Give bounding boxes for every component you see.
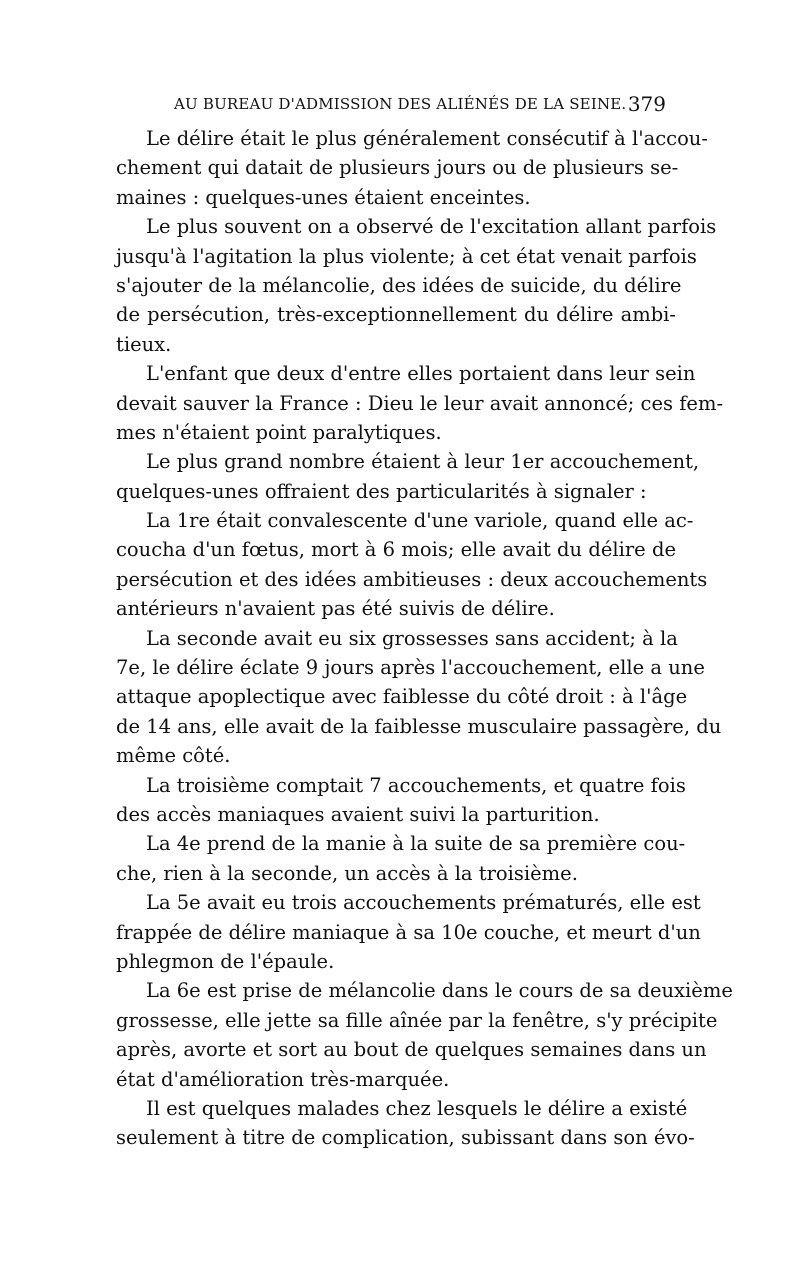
text-line: La 6e est prise de mélancolie dans le cours de sa deuxième	[146, 979, 733, 1003]
text-line: La 4e prend de la manie à la suite de sa première cou-	[146, 832, 686, 856]
page-number: 379	[627, 92, 666, 116]
running-head	[174, 92, 666, 118]
text-line: La 1re était convalescente d'une variole, quand elle ac-	[146, 509, 694, 533]
text-line: mes n'étaient point paralytiques.	[116, 420, 442, 444]
text-line: de 14 ans, elle avait de la faiblesse musculaire passagère, du	[116, 714, 722, 738]
text-line: chement qui datait de plusieurs jours ou de plusieurs se-	[116, 156, 679, 180]
text-line: che, rien à la seconde, un accès à la troisième.	[116, 861, 578, 885]
text-line: L'enfant que deux d'entre elles portaient dans leur sein	[146, 362, 696, 386]
text-line: phlegmon de l'épaule.	[116, 949, 335, 973]
text-line: état d'amélioration très-marquée.	[116, 1067, 450, 1091]
text-line: même côté.	[116, 744, 231, 768]
text-line: La seconde avait eu six grossesses sans accident; à la	[146, 626, 678, 650]
body-text	[116, 124, 733, 1153]
text-line: Le plus souvent on a observé de l'excitation allant parfois	[146, 215, 717, 239]
text-line: attaque apoplectique avec faiblesse du côté droit : à l'âge	[116, 685, 688, 709]
text-line: grossesse, elle jette sa fille aînée par la fenêtre, s'y précipite	[116, 1008, 718, 1032]
text-line: maines : quelques-unes étaient enceintes.	[116, 185, 531, 209]
text-line: après, avorte et sort au bout de quelques semaines dans un	[116, 1038, 707, 1062]
text-line: 7e, le délire éclate 9 jours après l'accouchement, elle a une	[116, 656, 705, 680]
text-line: quelques-unes offraient des particularités à signaler :	[116, 479, 647, 503]
text-line: frappée de délire maniaque à sa 10e couche, et meurt d'un	[116, 920, 701, 944]
text-line: persécution et des idées ambitieuses : deux accouchements	[116, 567, 708, 591]
text-line: jusqu'à l'agitation la plus violente; à cet état venait parfois	[116, 244, 697, 268]
text-line: La 5e avait eu trois accouchements prématurés, elle est	[146, 891, 701, 915]
text-line: des accès maniaques avaient suivi la parturition.	[116, 802, 600, 826]
text-line: Le délire était le plus généralement consécutif à l'accou-	[146, 127, 708, 150]
text-line: devait sauver la France : Dieu le leur avait annoncé; ces fem-	[116, 391, 724, 415]
text-line: seulement à titre de complication, subissant dans son évo-	[116, 1126, 695, 1150]
text-line: tieux.	[116, 332, 172, 356]
text-line: s'ajouter de la mélancolie, des idées de suicide, du délire	[116, 273, 682, 297]
text-line: La troisième comptait 7 accouchements, et quatre fois	[146, 773, 686, 797]
text-line: de persécution, très-exceptionnellement du délire ambi-	[116, 303, 676, 327]
text-line: antérieurs n'avaient pas été suivis de délire.	[116, 597, 555, 621]
text-line: Il est quelques malades chez lesquels le délire a existé	[146, 1096, 688, 1120]
text-line: Le plus grand nombre étaient à leur 1er accouchement,	[146, 450, 700, 474]
running-title: AU BUREAU D'ADMISSION DES ALIÉNÉS DE LA SEINE.	[174, 95, 627, 113]
text-line: coucha d'un fœtus, mort à 6 mois; elle avait du délire de	[116, 538, 676, 562]
